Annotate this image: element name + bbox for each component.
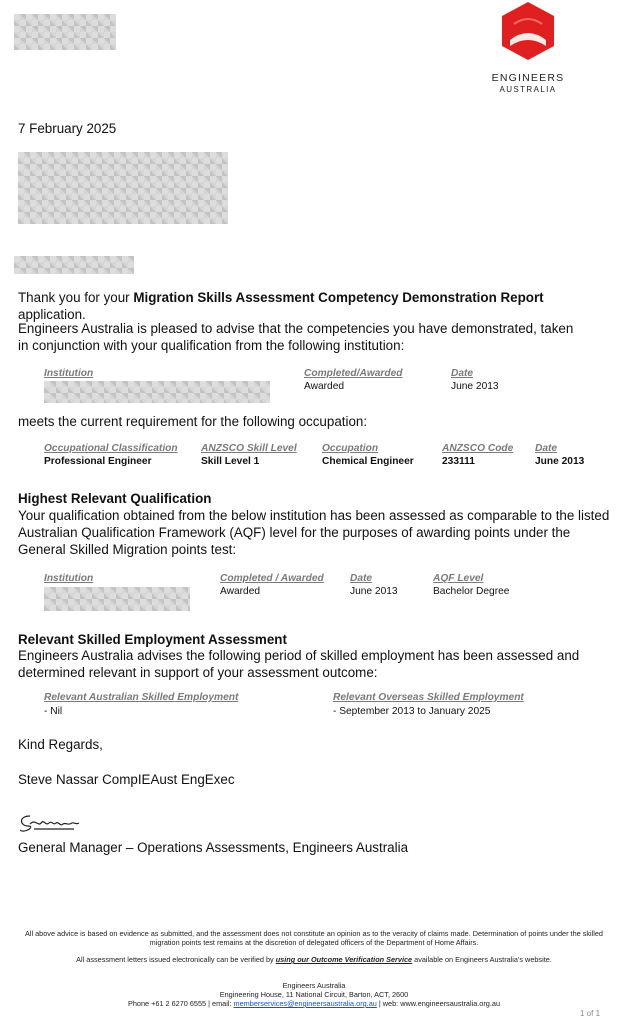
logo-line-2: AUSTRALIA	[499, 85, 557, 94]
rse-heading: Relevant Skilled Employment Assessment	[18, 632, 287, 647]
logo-line-1: ENGINEERS	[491, 72, 565, 84]
verify-prefix: All assessment letters issued electronically can be verified by	[76, 955, 276, 964]
footer-org: Engineers Australia	[282, 981, 346, 990]
signer-name: Steve Nassar CompIEAust EngExec	[18, 772, 235, 787]
anzsco-code-header: ANZSCO Code	[442, 443, 514, 454]
date-value: June 2013	[451, 381, 499, 392]
redacted-institution	[44, 381, 270, 403]
intro-prefix: Thank you for your	[18, 290, 134, 305]
footer-address: Engineering House, 11 National Circuit, Barton, ACT, 2600	[219, 990, 409, 999]
redacted-recipient-address	[18, 152, 228, 224]
australian-employment-header: Relevant Australian Skilled Employment	[44, 692, 239, 703]
aqf-date-value: June 2013	[350, 586, 398, 597]
aqf-date-header: Date	[350, 573, 373, 584]
anzsco-code-value: 233111	[442, 456, 475, 467]
completed-header: Completed/Awarded	[304, 368, 403, 379]
hrq-paragraph: Your qualification obtained from the below institution has been assessed as comparable to the listed Australian Qualification Framework (AQF) level for the purposes of awarding points under the General Skilled Migration points test:	[18, 508, 610, 557]
phone-prefix: Phone +61 2 6270 6555 | email:	[127, 999, 234, 1008]
redacted-aqf-institution	[44, 587, 190, 611]
overseas-employment-value: - September 2013 to January 2025	[333, 706, 491, 717]
anzsco-skill-level-header: ANZSCO Skill Level	[201, 443, 297, 454]
occupation-date-value: June 2013	[535, 456, 585, 467]
hrq-heading: Highest Relevant Qualification	[18, 491, 212, 506]
footer-contact	[16, 999, 612, 1008]
completed-value: Awarded	[304, 381, 345, 392]
verification-service-link[interactable]: using our Outcome Verification Service	[275, 955, 413, 964]
redacted-reference-number	[14, 256, 134, 274]
footer-disclaimer: All above advice is based on evidence as submitted, and the assessment does not constitute an opinion as to the veracity of claims made. Determination of points under the skilled migration points test remains at the discretion of delegated officers of the Department of Home Affairs.	[24, 929, 603, 947]
signer-title: General Manager – Operations Assessments, Engineers Australia	[18, 840, 409, 855]
occupation-value: Chemical Engineer	[322, 456, 414, 467]
verify-suffix: available on Engineers Australia's website.	[412, 955, 552, 964]
rse-paragraph: Engineers Australia advises the following period of skilled employment has been assessed and determined relevant in support of your assessment outcome:	[18, 648, 580, 680]
footer-verification	[16, 955, 612, 964]
intro-suffix: application.	[18, 307, 86, 322]
occupation-header: Occupation	[322, 443, 379, 454]
letter-date: 7 February 2025	[18, 121, 117, 136]
aqf-level-header: AQF Level	[433, 573, 484, 584]
institution-header: Institution	[44, 368, 94, 379]
aqf-level-value: Bachelor Degree	[433, 586, 510, 597]
page-number: 1 of 1	[580, 1009, 601, 1018]
intro-paragraph	[18, 289, 613, 323]
aqf-completed-header: Completed / Awarded	[220, 573, 324, 584]
email-link[interactable]: memberservices@engineersaustralia.org.au	[233, 999, 377, 1008]
web-text: | web: www.engineersaustralia.org.au	[376, 999, 500, 1008]
aqf-completed-value: Awarded	[220, 586, 261, 597]
australian-employment-value: - Nil	[44, 706, 63, 717]
occupational-classification-header: Occupational Classification	[44, 443, 178, 454]
redacted-reference	[14, 14, 116, 50]
meets-paragraph: meets the current requirement for the following occupation:	[18, 414, 368, 429]
occupational-classification-value: Professional Engineer	[44, 456, 152, 467]
occupation-date-header: Date	[535, 443, 558, 454]
anzsco-skill-level-value: Skill Level 1	[201, 456, 260, 467]
advise-paragraph: Engineers Australia is pleased to advise that the competencies you have demonstrated, taken in conjunction with your qualification from the following institution:	[18, 321, 574, 353]
aqf-institution-header: Institution	[44, 573, 94, 584]
date-header: Date	[451, 368, 474, 379]
overseas-employment-header: Relevant Overseas Skilled Employment	[333, 692, 524, 703]
closing: Kind Regards,	[18, 737, 103, 752]
engineers-australia-logo	[488, 0, 568, 100]
signature-icon	[16, 810, 82, 836]
intro-application-name: Migration Skills Assessment Competency Demonstration Report	[133, 290, 544, 305]
logo-hexagon-icon	[498, 0, 558, 62]
